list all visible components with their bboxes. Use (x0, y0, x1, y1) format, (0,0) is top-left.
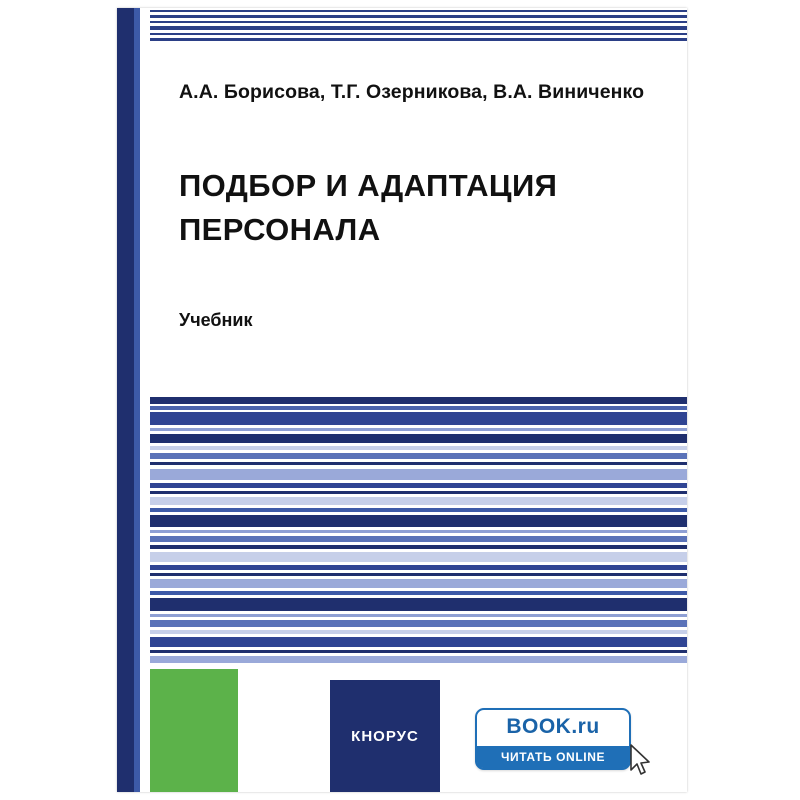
cover-stripe-band (150, 397, 687, 697)
top-rule-3 (150, 26, 687, 30)
bookru-badge-name: BOOK.ru (506, 715, 600, 738)
stripe-17 (150, 552, 687, 562)
stripe-19 (150, 573, 687, 576)
stripe-20 (150, 579, 687, 588)
stripe-26 (150, 637, 687, 647)
bookru-badge-tagline: ЧИТАТЬ ONLINE (477, 746, 629, 768)
stripe-12 (150, 508, 687, 512)
stripe-5 (150, 446, 687, 450)
book-cover (117, 8, 687, 792)
stripe-6 (150, 453, 687, 459)
stripe-15 (150, 536, 687, 542)
stripe-27 (150, 650, 687, 653)
stripe-10 (150, 491, 687, 494)
stripe-18 (150, 565, 687, 570)
publisher-logo: КНОРУС (330, 680, 440, 792)
cover-bottom-band (150, 663, 687, 792)
top-rule-0 (150, 10, 687, 12)
stripe-22 (150, 598, 687, 611)
stripe-2 (150, 412, 687, 425)
stripe-14 (150, 530, 687, 533)
cover-title: ПОДБОР И АДАПТАЦИЯ ПЕРСОНАЛА (179, 168, 558, 248)
stripe-21 (150, 591, 687, 595)
stripe-7 (150, 462, 687, 465)
stripe-25 (150, 630, 687, 634)
mouse-cursor-icon (629, 744, 651, 776)
cover-subtitle: Учебник (179, 310, 253, 330)
stripe-0 (150, 397, 687, 404)
cover-top-rules (150, 8, 687, 42)
cover-green-block-top-rule (150, 663, 238, 669)
top-rule-4 (150, 33, 687, 35)
top-rule-1 (150, 15, 687, 18)
stripe-3 (150, 428, 687, 431)
stripe-23 (150, 614, 687, 617)
stripe-9 (150, 483, 687, 488)
stripe-11 (150, 497, 687, 505)
stripe-8 (150, 469, 687, 480)
stripe-1 (150, 406, 687, 410)
top-rule-2 (150, 21, 687, 23)
stripe-4 (150, 434, 687, 443)
cover-spine-gap (140, 8, 150, 792)
bookru-badge (475, 708, 631, 770)
top-rule-5 (150, 38, 687, 41)
cover-body (150, 42, 687, 792)
cover-green-block (150, 663, 238, 792)
stripe-16 (150, 545, 687, 549)
stripe-13 (150, 515, 687, 527)
cover-authors: А.А. Борисова, Т.Г. Озерникова, В.А. Виниченко (179, 81, 645, 103)
stripe-24 (150, 620, 687, 627)
cover-spine-dark (117, 8, 134, 792)
